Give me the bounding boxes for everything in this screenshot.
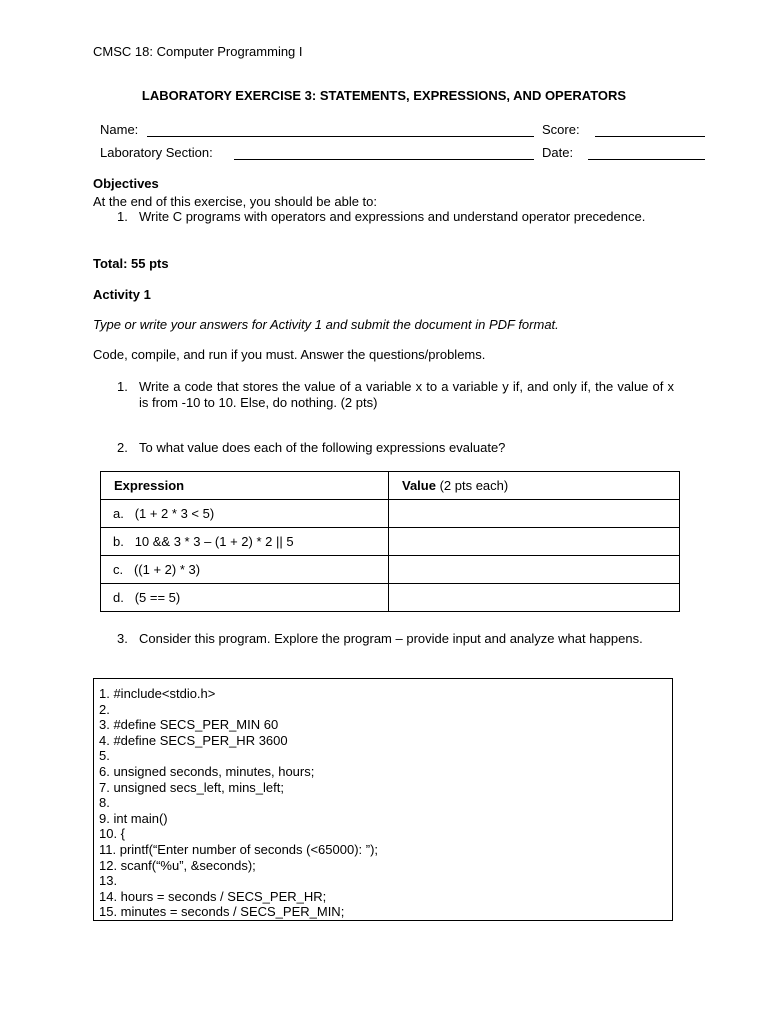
expression-cell (101, 584, 389, 612)
value-header-points: (2 pts each) (435, 477, 509, 493)
date-label: Date: (542, 145, 574, 160)
expression-text: ((1 + 2) * 3) (133, 561, 201, 577)
expression-cell (101, 528, 389, 556)
table-row (101, 528, 680, 556)
table-row (101, 500, 680, 528)
code-line: 10. { (99, 826, 126, 842)
code-listing (93, 678, 673, 921)
question-text: Write a code that stores the value of a variable x to a variable y if, and only if, the value of x is from -10 to 10. Else, do nothing. (2 pts) (139, 379, 674, 410)
code-line: 13. (99, 873, 118, 889)
section-field[interactable] (234, 159, 534, 160)
objectives-heading: Objectives (93, 176, 159, 191)
value-cell[interactable] (389, 584, 680, 612)
expression-header: Expression (101, 472, 389, 500)
code-line: 8. (99, 795, 110, 811)
name-label: Name: (100, 122, 139, 137)
course-title: CMSC 18: Computer Programming I (93, 44, 303, 59)
objective-number: 1. (117, 209, 128, 224)
score-field[interactable] (595, 136, 705, 137)
exercise-title: LABORATORY EXERCISE 3: STATEMENTS, EXPRESSIONS, AND OPERATORS (141, 88, 627, 103)
code-line: 7. unsigned secs_left, mins_left; (99, 779, 284, 795)
section-label: Laboratory Section: (100, 145, 213, 160)
code-line: 3. #define SECS_PER_MIN 60 (99, 717, 279, 733)
question-number: 3. (117, 631, 128, 646)
row-label: b. (113, 533, 124, 549)
code-line: 1. #include<stdio.h> (99, 686, 216, 701)
row-label: c. (113, 561, 124, 577)
activity-heading: Activity 1 (93, 287, 151, 302)
code-line: 12. scanf(“%u”, &seconds); (99, 857, 256, 873)
expression-text: (5 == 5) (134, 589, 181, 605)
code-line: 11. printf(“Enter number of seconds (<65000): ”); (99, 841, 379, 857)
date-field[interactable] (588, 159, 705, 160)
activity-note: Code, compile, and run if you must. Answer the questions/problems. (93, 347, 486, 362)
value-header-label: Value (402, 477, 436, 493)
expression-cell (101, 500, 389, 528)
score-label: Score: (542, 122, 580, 137)
value-header (389, 472, 680, 500)
value-cell[interactable] (389, 556, 680, 584)
table-row (101, 556, 680, 584)
name-field[interactable] (147, 136, 534, 137)
code-line: 15. minutes = seconds / SECS_PER_MIN; (99, 904, 345, 920)
question-number: 2. (117, 440, 128, 455)
expression-table (100, 471, 680, 612)
objective-text: Write C programs with operators and expressions and understand operator precedence. (139, 209, 646, 224)
objectives-intro: At the end of this exercise, you should be able to: (93, 194, 378, 209)
code-line: 9. int main() (99, 810, 168, 826)
activity-instruction: Type or write your answers for Activity 1 and submit the document in PDF format. (93, 317, 559, 332)
code-line: 4. #define SECS_PER_HR 3600 (99, 732, 288, 748)
code-line: 2. (99, 701, 110, 717)
table-row (101, 584, 680, 612)
expression-cell (101, 556, 389, 584)
question-text: Consider this program. Explore the program – provide input and analyze what happens. (139, 631, 643, 646)
value-cell[interactable] (389, 500, 680, 528)
code-line: 14. hours = seconds / SECS_PER_HR; (99, 888, 327, 904)
code-line: 6. unsigned seconds, minutes, hours; (99, 763, 315, 779)
row-label: a. (113, 505, 124, 521)
code-line: 5. (99, 748, 110, 764)
value-cell[interactable] (389, 528, 680, 556)
question-number: 1. (117, 379, 128, 394)
table-header-row (101, 472, 680, 500)
question-text: To what value does each of the following expressions evaluate? (139, 440, 506, 455)
expression-text: (1 + 2 * 3 < 5) (134, 505, 215, 521)
total-points: Total: 55 pts (93, 256, 169, 271)
row-label: d. (113, 589, 124, 605)
expression-text: 10 && 3 * 3 – (1 + 2) * 2 || 5 (134, 533, 294, 549)
